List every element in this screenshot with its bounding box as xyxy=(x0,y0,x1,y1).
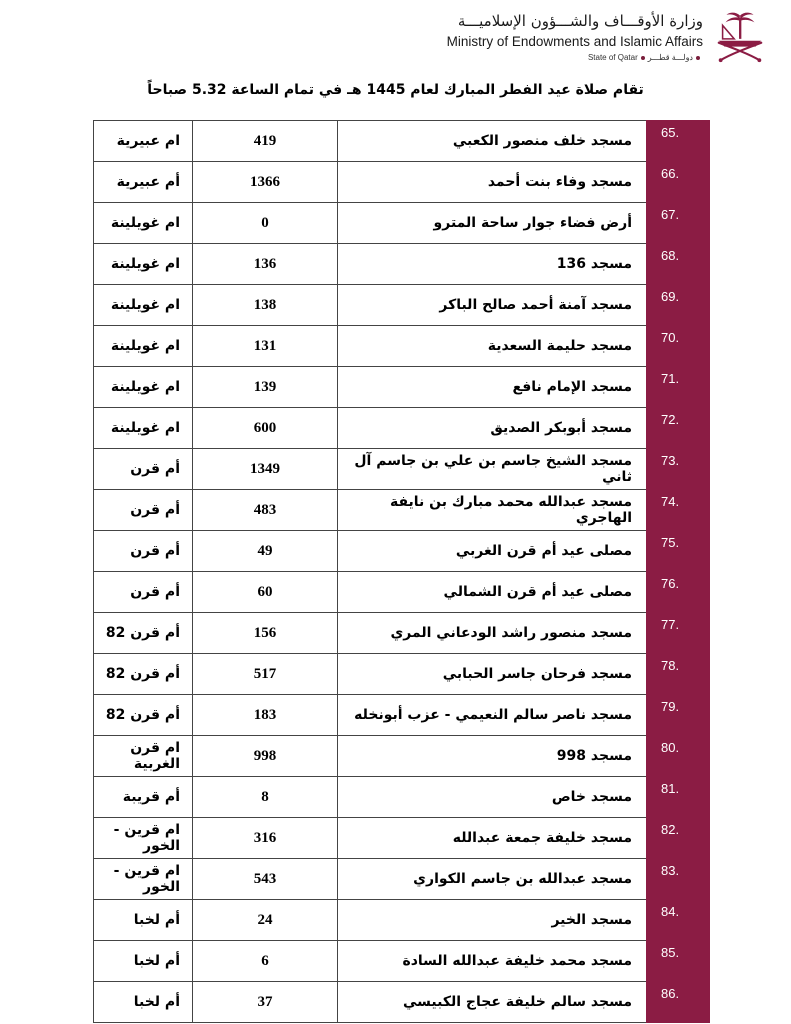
mosque-name: مسجد الإمام نافع xyxy=(338,367,647,408)
row-number: 80. xyxy=(647,736,710,777)
row-number: 83. xyxy=(647,859,710,900)
row-number: 71. xyxy=(647,367,710,408)
table-row xyxy=(94,900,710,941)
row-number: 77. xyxy=(647,613,710,654)
mosque-name: مسجد وفاء بنت أحمد xyxy=(338,162,647,203)
worshipper-count: 37 xyxy=(193,982,338,1023)
worshipper-count: 419 xyxy=(193,121,338,162)
mosque-name: مصلى عيد أم قرن الشمالي xyxy=(338,572,647,613)
table-row xyxy=(94,367,710,408)
table-row xyxy=(94,941,710,982)
mosque-name: مسجد خليفة جمعة عبدالله xyxy=(338,818,647,859)
row-number: 65. xyxy=(647,121,710,162)
area-name: أم لخبا xyxy=(94,900,193,941)
page-title: تقام صلاة عيد الفطر المبارك لعام 1445 هـ في تمام الساعة 5.32 صباحاً xyxy=(147,82,644,98)
table-row xyxy=(94,449,710,490)
worshipper-count: 156 xyxy=(193,613,338,654)
mosque-table-body xyxy=(94,121,710,1023)
row-number: 81. xyxy=(647,777,710,818)
area-name: ام غويلينة xyxy=(94,203,193,244)
worshipper-count: 998 xyxy=(193,736,338,777)
mosque-name: مسجد فرحان جاسر الحبابي xyxy=(338,654,647,695)
mosque-name: مسجد حليمة السعدية xyxy=(338,326,647,367)
worshipper-count: 136 xyxy=(193,244,338,285)
area-name: أم قريبة xyxy=(94,777,193,818)
table-row xyxy=(94,654,710,695)
row-number: 73. xyxy=(647,449,710,490)
worshipper-count: 8 xyxy=(193,777,338,818)
table-row xyxy=(94,408,710,449)
ministry-name-english: Ministry of Endowments and Islamic Affairs xyxy=(446,34,703,49)
table-row xyxy=(94,285,710,326)
table-row xyxy=(94,818,710,859)
ministry-emblem-icon xyxy=(711,6,769,64)
worshipper-count: 138 xyxy=(193,285,338,326)
mosque-name: مسجد منصور راشد الودعاني المري xyxy=(338,613,647,654)
page-header xyxy=(0,0,791,70)
area-name: ام قرن الغربية xyxy=(94,736,193,777)
mosque-name: مسجد خلف منصور الكعبي xyxy=(338,121,647,162)
mosque-name: مسجد عبدالله محمد مبارك بن نايفة الهاجري xyxy=(338,490,647,531)
area-name: أم عبيرية xyxy=(94,162,193,203)
area-name: أم قرن 82 xyxy=(94,654,193,695)
row-number: 75. xyxy=(647,531,710,572)
worshipper-count: 316 xyxy=(193,818,338,859)
mosque-name: مسجد 136 xyxy=(338,244,647,285)
table-row xyxy=(94,777,710,818)
table-row xyxy=(94,162,710,203)
row-number: 66. xyxy=(647,162,710,203)
worshipper-count: 60 xyxy=(193,572,338,613)
table-row xyxy=(94,982,710,1023)
row-number: 69. xyxy=(647,285,710,326)
worshipper-count: 139 xyxy=(193,367,338,408)
worshipper-count: 49 xyxy=(193,531,338,572)
mosque-name: مسجد أبوبكر الصديق xyxy=(338,408,647,449)
mosque-table xyxy=(93,120,710,1023)
mosque-name: مسجد آمنة أحمد صالح الباكر xyxy=(338,285,647,326)
row-number: 74. xyxy=(647,490,710,531)
area-name: أم قرن 82 xyxy=(94,613,193,654)
table-row xyxy=(94,736,710,777)
worshipper-count: 24 xyxy=(193,900,338,941)
area-name: ام قرين - الخور xyxy=(94,859,193,900)
row-number: 78. xyxy=(647,654,710,695)
worshipper-count: 543 xyxy=(193,859,338,900)
area-name: ام غويلينة xyxy=(94,285,193,326)
area-name: ام غويلينة xyxy=(94,408,193,449)
table-row xyxy=(94,326,710,367)
row-number: 82. xyxy=(647,818,710,859)
table-row xyxy=(94,572,710,613)
area-name: أم قرن xyxy=(94,449,193,490)
table-row xyxy=(94,613,710,654)
table-row xyxy=(94,490,710,531)
worshipper-count: 131 xyxy=(193,326,338,367)
table-row xyxy=(94,203,710,244)
mosque-name: مسجد 998 xyxy=(338,736,647,777)
worshipper-count: 1349 xyxy=(193,449,338,490)
row-number: 70. xyxy=(647,326,710,367)
mosque-name: مسجد الشيخ جاسم بن علي بن جاسم آل ثاني xyxy=(338,449,647,490)
mosque-name: مسجد محمد خليفة عبدالله السادة xyxy=(338,941,647,982)
row-number: 84. xyxy=(647,900,710,941)
area-name: أم قرن 82 xyxy=(94,695,193,736)
mosque-name: مسجد خاص xyxy=(338,777,647,818)
row-number: 68. xyxy=(647,244,710,285)
separator-dot-icon xyxy=(641,56,645,60)
row-number: 67. xyxy=(647,203,710,244)
area-name: أم قرن xyxy=(94,572,193,613)
mosque-name: مسجد سالم خليفة عجاج الكبيسي xyxy=(338,982,647,1023)
area-name: أم قرن xyxy=(94,490,193,531)
worshipper-count: 483 xyxy=(193,490,338,531)
table-row xyxy=(94,695,710,736)
row-number: 86. xyxy=(647,982,710,1023)
row-number: 72. xyxy=(647,408,710,449)
area-name: أم قرن xyxy=(94,531,193,572)
mosque-name: مصلى عيد أم قرن الغربي xyxy=(338,531,647,572)
mosque-name: مسجد الخير xyxy=(338,900,647,941)
worshipper-count: 517 xyxy=(193,654,338,695)
area-name: ام غويلينة xyxy=(94,367,193,408)
table-row xyxy=(94,121,710,162)
worshipper-count: 1366 xyxy=(193,162,338,203)
mosque-name: مسجد ناصر سالم النعيمي - عزب أبونخله xyxy=(338,695,647,736)
area-name: ام غويلينة xyxy=(94,244,193,285)
area-name: أم لخبا xyxy=(94,941,193,982)
mosque-name: أرض فضاء جوار ساحة المترو xyxy=(338,203,647,244)
separator-dot-icon xyxy=(696,56,700,60)
worshipper-count: 6 xyxy=(193,941,338,982)
worshipper-count: 183 xyxy=(193,695,338,736)
worshipper-count: 600 xyxy=(193,408,338,449)
worshipper-count: 0 xyxy=(193,203,338,244)
area-name: ام غويلينة xyxy=(94,326,193,367)
table-row xyxy=(94,859,710,900)
row-number: 79. xyxy=(647,695,710,736)
row-number: 85. xyxy=(647,941,710,982)
mosque-name: مسجد عبدالله بن جاسم الكواري xyxy=(338,859,647,900)
state-label-english: State of Qatar xyxy=(587,53,638,62)
table-row xyxy=(94,244,710,285)
ministry-name-arabic: وزارة الأوقـــاف والشـــؤون الإسلاميـــة xyxy=(457,12,703,30)
area-name: ام قرين - الخور xyxy=(94,818,193,859)
state-label-arabic: دولـــة قطـــر xyxy=(647,53,693,62)
row-number: 76. xyxy=(647,572,710,613)
state-label xyxy=(588,53,703,62)
area-name: ام عبيرية xyxy=(94,121,193,162)
table-row xyxy=(94,531,710,572)
area-name: أم لخبا xyxy=(94,982,193,1023)
